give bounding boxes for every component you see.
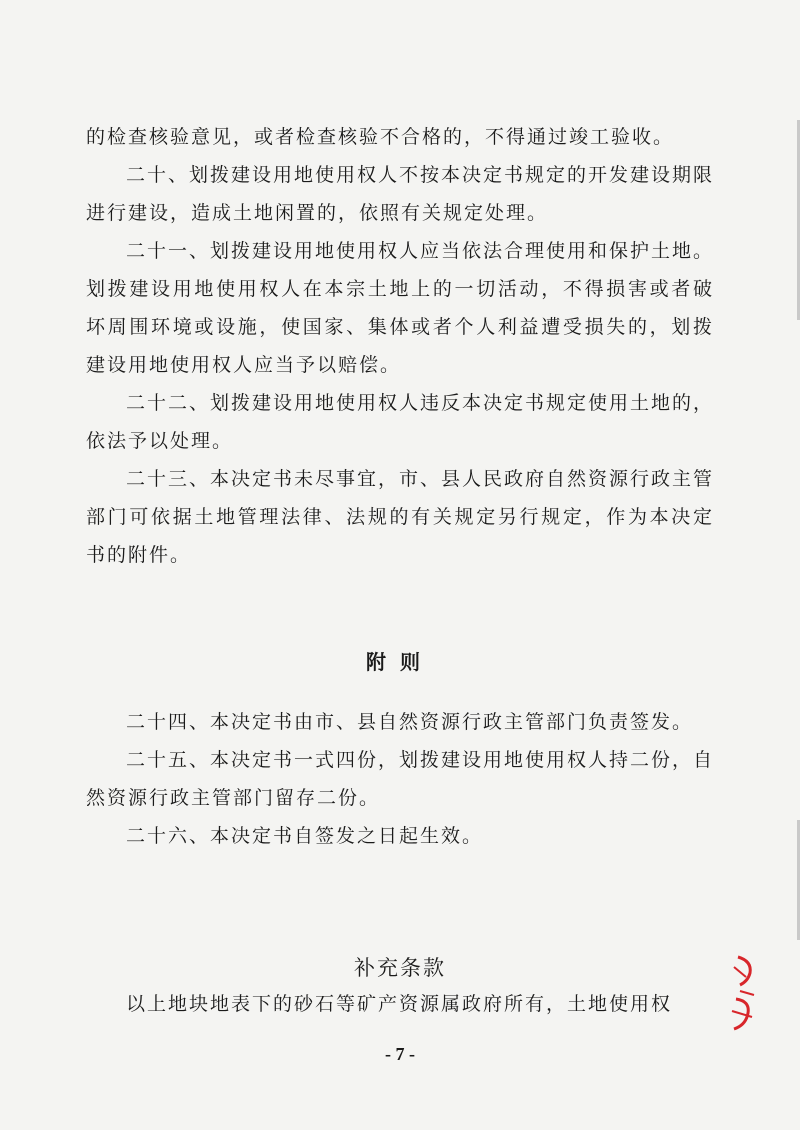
paragraph-clause-24: 二十四、本决定书由市、县自然资源行政主管部门负责签发。 (126, 711, 694, 733)
paragraph-clause-21: 二十一、划拨建设用地使用权人应当依法合理使用和保护土地。划拨建设用地使用权人在本宗土地上的一切活动，不得损害或者破坏周围环境或设施，使国家、集体或者个人利益遭受损失的，划拨建设用地使用权人应当予以赔偿。 (86, 240, 715, 376)
paragraph-clause-22: 二十二、划拨建设用地使用权人违反本决定书规定使用土地的，依法予以处理。 (86, 392, 715, 452)
paragraph-clause-26: 二十六、本决定书自签发之日起生效。 (126, 825, 484, 847)
paragraph-additional-term: 以上地块地表下的砂石等矿产资源属政府所有，土地使用权 (126, 993, 673, 1015)
additional-terms-block (86, 985, 714, 1023)
main-text-block (86, 118, 714, 574)
page-number: - 7 - (385, 1044, 415, 1064)
paragraph-clause-23: 二十三、本决定书未尽事宜，市、县人民政府自然资源行政主管部门可依据土地管理法律、法规的有关规定另行规定，作为本决定书的附件。 (86, 468, 715, 566)
seal-stamp-icon (728, 955, 758, 1035)
paragraph-continuation: 的检查核验意见，或者检查核验不合格的，不得通过竣工验收。 (86, 126, 675, 148)
supplementary-rules-block (86, 703, 714, 855)
paragraph-clause-20: 二十、划拨建设用地使用权人不按本决定书规定的开发建设期限进行建设，造成土地闲置的，依照有关规定处理。 (86, 164, 715, 224)
section-title-additional-terms: 补充条款 (354, 956, 446, 980)
paragraph-clause-25: 二十五、本决定书一式四份，划拨建设用地使用权人持二份，自然资源行政主管部门留存二份。 (86, 749, 715, 809)
section-title-supplementary-rules: 附则 (366, 650, 434, 674)
